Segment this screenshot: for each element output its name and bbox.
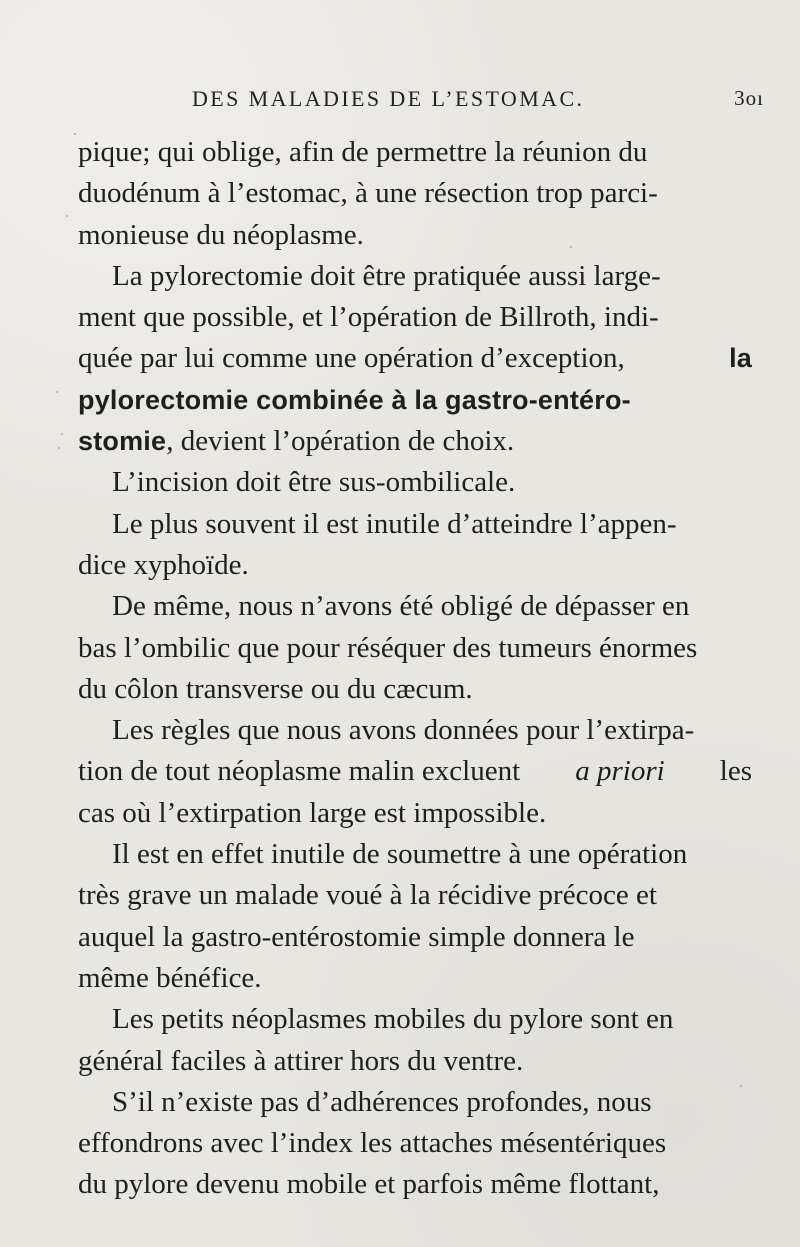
text-line	[78, 628, 752, 669]
text-line	[78, 545, 752, 586]
paper-speck	[56, 391, 58, 393]
text-line	[78, 710, 752, 751]
running-title: DES MALADIES DE L’ESTOMAC.	[192, 86, 585, 111]
paper-speck	[66, 215, 68, 217]
text-segment: auquel la gastro-entérostomie simple donnera le	[78, 920, 635, 953]
paper-speck	[740, 1085, 742, 1087]
text-line	[78, 504, 752, 545]
bold-text: stomie	[78, 426, 167, 457]
text-segment: monieuse du néoplasme.	[78, 218, 364, 251]
text-segment: quée par lui comme une opération d’exception,	[78, 342, 625, 375]
text-segment: effondrons avec l’index les attaches mésentériques	[78, 1127, 667, 1160]
text-line	[78, 793, 752, 834]
text-segment: S’il n’existe pas d’adhérences profondes, nous	[112, 1085, 652, 1118]
text-line	[78, 669, 752, 710]
text-line	[78, 1164, 752, 1205]
text-segment: La pylorectomie doit être pratiquée aussi large-	[112, 259, 661, 292]
text-segment: pique; qui oblige, afin de permettre la réunion du	[78, 136, 648, 168]
paper-speck	[61, 433, 63, 435]
text-line	[78, 1123, 752, 1164]
paper-speck	[89, 373, 91, 375]
text-line	[78, 958, 752, 999]
bold-text: pylorectomie combinée à la gastro-entéro-	[78, 384, 631, 415]
text-line	[78, 132, 752, 173]
italic-text: a priori	[575, 755, 665, 788]
bold-text: la	[729, 343, 752, 374]
text-segment: les	[719, 755, 752, 788]
text-line	[78, 421, 752, 462]
text-segment: L’incision doit être sus-ombilicale.	[112, 466, 516, 499]
text-segment: général faciles à attirer hors du ventre.	[78, 1044, 524, 1077]
text-segment: duodénum à l’estomac, à une résection trop parci-	[78, 177, 658, 210]
text-segment: du côlon transverse ou du cæcum.	[78, 672, 473, 705]
text-line	[78, 834, 752, 875]
text-line	[78, 1082, 752, 1123]
text-segment: Les petits néoplasmes mobiles du pylore sont en	[112, 1003, 674, 1036]
text-segment: même bénéfice.	[78, 961, 262, 994]
text-segment: bas l’ombilic que pour réséquer des tumeurs énormes	[78, 631, 698, 664]
text-segment: cas où l’extirpation large est impossible.	[78, 796, 547, 829]
text-line	[78, 1041, 752, 1082]
text-line	[78, 462, 752, 503]
text-line	[78, 215, 752, 256]
page-header	[192, 86, 764, 116]
text-line	[78, 751, 752, 792]
text-segment: tion de tout néoplasme malin excluent	[78, 755, 521, 788]
text-segment: Il est en effet inutile de soumettre à une opération	[112, 838, 688, 871]
text-line	[78, 173, 752, 214]
text-line	[78, 338, 752, 379]
text-line	[78, 999, 752, 1040]
text-segment: très grave un malade voué à la récidive précoce et	[78, 879, 657, 912]
text-segment: Le plus souvent il est inutile d’atteindre l’appen-	[112, 507, 677, 540]
text-segment: De même, nous n’avons été obligé de dépasser en	[112, 590, 690, 623]
text-line	[78, 586, 752, 627]
text-segment: ment que possible, et l’opération de Billroth, indi-	[78, 301, 659, 334]
text-line	[78, 875, 752, 916]
text-line	[78, 917, 752, 958]
page-number: 3oı	[734, 86, 764, 110]
text-segment: , devient l’opération de choix.	[166, 425, 515, 458]
text-line	[78, 380, 752, 421]
paper-speck	[570, 246, 572, 248]
paper-speck	[74, 133, 76, 135]
text-segment: dice xyphoïde.	[78, 548, 249, 581]
text-line	[78, 256, 752, 297]
text-segment: du pylore devenu mobile et parfois même flottant,	[78, 1168, 660, 1201]
paper-speck	[58, 447, 60, 449]
body-text	[78, 132, 752, 1206]
text-segment: Les règles que nous avons données pour l’extirpa-	[112, 714, 695, 747]
text-line	[78, 297, 752, 338]
